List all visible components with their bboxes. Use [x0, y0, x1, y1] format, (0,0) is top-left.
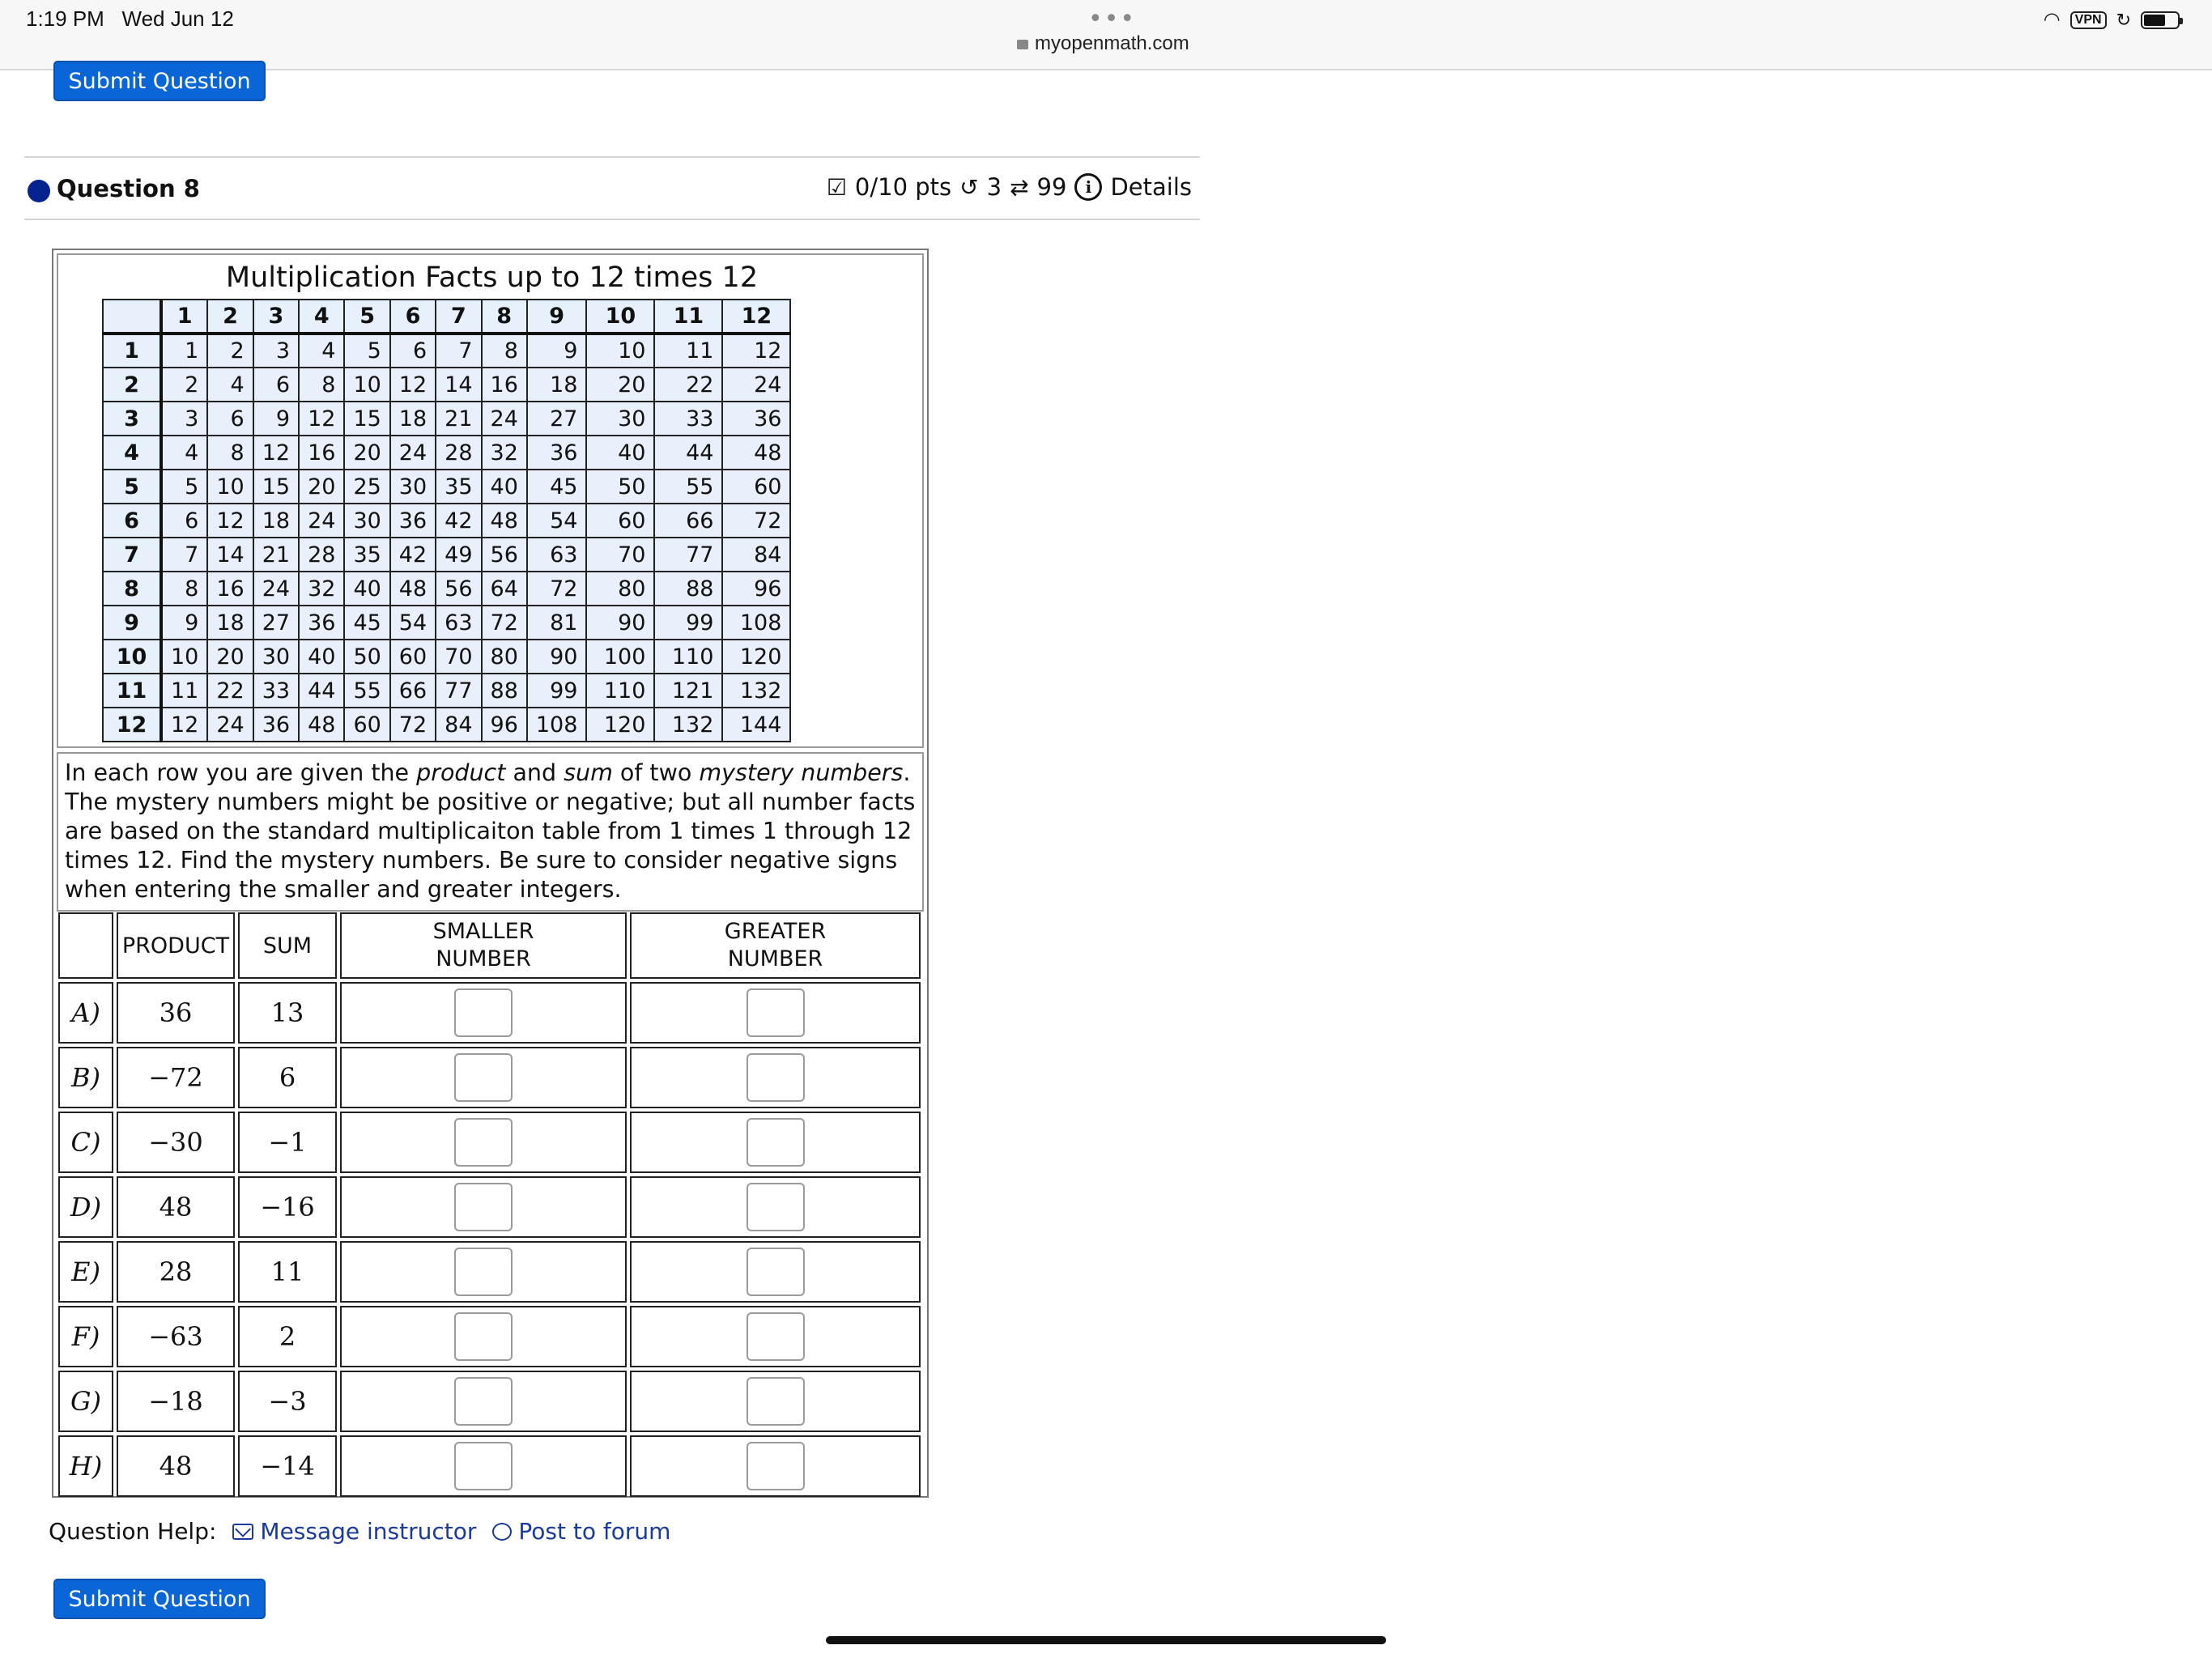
smaller-number-input[interactable] [454, 1183, 513, 1231]
mult-cell: 2 [207, 334, 253, 368]
mult-cell: 72 [482, 606, 527, 640]
mult-row [103, 572, 790, 606]
greater-number-input[interactable] [747, 1248, 805, 1296]
mult-header-row [103, 300, 790, 334]
smaller-number-input[interactable] [454, 1053, 513, 1102]
answer-row [58, 1112, 921, 1173]
divider [24, 219, 1200, 220]
mult-cell: 44 [299, 674, 344, 708]
mult-cell: 55 [654, 470, 722, 504]
mult-cell: 5 [344, 334, 389, 368]
chat-icon [492, 1523, 512, 1541]
submit-question-button-top[interactable]: Submit Question [53, 61, 266, 101]
greater-number-input-cell [630, 982, 921, 1044]
mult-row-header: 9 [103, 606, 161, 640]
mult-row [103, 402, 790, 436]
row-label: G) [58, 1371, 113, 1432]
question-title: Question 8 [57, 175, 200, 202]
row-label: E) [58, 1241, 113, 1303]
mult-row-header: 12 [103, 708, 161, 742]
smaller-number-input[interactable] [454, 1377, 513, 1426]
answer-row [58, 1371, 921, 1432]
mult-col-header: 11 [654, 300, 722, 334]
mult-cell: 7 [161, 538, 207, 572]
mult-col-header: 4 [299, 300, 344, 334]
mult-cell: 6 [390, 334, 436, 368]
mult-cell: 20 [344, 436, 389, 470]
mult-cell: 12 [390, 368, 436, 402]
smaller-number-input-cell [340, 1306, 627, 1367]
mult-cell: 6 [207, 402, 253, 436]
greater-number-input-cell [630, 1176, 921, 1238]
mult-col-header: 9 [527, 300, 587, 334]
mult-cell: 63 [436, 606, 481, 640]
question-body [52, 249, 929, 1498]
mult-cell: 24 [299, 504, 344, 538]
greater-number-input-cell [630, 1241, 921, 1303]
multiplication-table-box [57, 253, 924, 748]
row-label: C) [58, 1112, 113, 1173]
divider [24, 156, 1200, 158]
smaller-number-input[interactable] [454, 1248, 513, 1296]
greater-number-input[interactable] [747, 1312, 805, 1361]
sum-value: 11 [238, 1241, 337, 1303]
mult-cell: 56 [436, 572, 481, 606]
row-label: D) [58, 1176, 113, 1238]
mult-row-header: 2 [103, 368, 161, 402]
answer-row [58, 1435, 921, 1497]
mult-cell: 3 [253, 334, 299, 368]
mult-cell: 66 [654, 504, 722, 538]
mult-cell: 20 [586, 368, 654, 402]
mult-cell: 8 [482, 334, 527, 368]
mult-cell: 40 [586, 436, 654, 470]
greater-number-input-cell [630, 1435, 921, 1497]
sum-value: −3 [238, 1371, 337, 1432]
mult-cell: 30 [586, 402, 654, 436]
mult-cell: 42 [390, 538, 436, 572]
mult-col-header: 2 [207, 300, 253, 334]
greater-number-input-cell [630, 1306, 921, 1367]
mult-col-header: 10 [586, 300, 654, 334]
smaller-number-input[interactable] [454, 1442, 513, 1490]
attempts: 3 [986, 173, 1002, 201]
sum-value: 2 [238, 1306, 337, 1367]
row-label: A) [58, 982, 113, 1044]
mult-row [103, 368, 790, 402]
mult-cell: 110 [586, 674, 654, 708]
mult-cell: 30 [344, 504, 389, 538]
mult-cell: 72 [527, 572, 587, 606]
more-dots-icon[interactable]: ••• [1088, 5, 1137, 33]
mult-cell: 22 [654, 368, 722, 402]
mult-cell: 12 [722, 334, 790, 368]
mult-cell: 60 [390, 640, 436, 674]
mult-row-header: 11 [103, 674, 161, 708]
row-label: B) [58, 1047, 113, 1108]
sum-header: SUM [238, 912, 337, 979]
answer-header-row [58, 912, 921, 979]
smaller-number-input-cell [340, 1241, 627, 1303]
mult-cell: 144 [722, 708, 790, 742]
status-icons [2044, 8, 2180, 32]
mult-cell: 36 [253, 708, 299, 742]
sum-value: 13 [238, 982, 337, 1044]
wifi-icon: ◠ [2043, 9, 2061, 31]
mult-cell: 120 [722, 640, 790, 674]
greater-number-input[interactable] [747, 1183, 805, 1231]
mult-cell: 108 [722, 606, 790, 640]
mult-cell: 77 [654, 538, 722, 572]
battery-icon [2141, 11, 2180, 29]
answer-row [58, 1047, 921, 1108]
mult-cell: 36 [527, 436, 587, 470]
greater-number-input-cell [630, 1112, 921, 1173]
mult-cell: 8 [207, 436, 253, 470]
retry-icon: ⇄ [1010, 173, 1029, 201]
row-label: H) [58, 1435, 113, 1497]
mult-cell: 48 [722, 436, 790, 470]
greater-number-input[interactable] [747, 1053, 805, 1102]
info-icon[interactable]: i [1074, 173, 1102, 201]
mult-row [103, 538, 790, 572]
product-value: −30 [117, 1112, 235, 1173]
mult-cell: 70 [586, 538, 654, 572]
product-value: 48 [117, 1176, 235, 1238]
mult-cell: 96 [722, 572, 790, 606]
product-value: 48 [117, 1435, 235, 1497]
sum-value: −16 [238, 1176, 337, 1238]
mult-cell: 12 [161, 708, 207, 742]
post-to-forum-link[interactable]: Post to forum [492, 1518, 670, 1545]
mult-cell: 84 [722, 538, 790, 572]
question-header [24, 168, 1200, 214]
mult-row [103, 504, 790, 538]
greater-number-header: GREATER NUMBER [630, 912, 921, 979]
details-link[interactable]: Details [1110, 173, 1192, 201]
mult-cell: 121 [654, 674, 722, 708]
mult-cell: 10 [207, 470, 253, 504]
mult-cell: 88 [482, 674, 527, 708]
mult-cell: 24 [390, 436, 436, 470]
mult-cell: 12 [299, 402, 344, 436]
mult-cell: 11 [654, 334, 722, 368]
mult-cell: 80 [586, 572, 654, 606]
mult-row-header: 10 [103, 640, 161, 674]
status-bar [0, 0, 2212, 70]
mult-cell: 10 [161, 640, 207, 674]
mult-cell: 6 [253, 368, 299, 402]
mail-icon [232, 1524, 253, 1540]
question-help [49, 1518, 670, 1545]
mult-cell: 18 [527, 368, 587, 402]
mult-cell: 20 [207, 640, 253, 674]
mult-cell: 110 [654, 640, 722, 674]
mult-corner-cell [103, 300, 161, 334]
mult-cell: 18 [390, 402, 436, 436]
mult-cell: 80 [482, 640, 527, 674]
status-time: 1:19 PM Wed Jun 12 [26, 6, 234, 31]
multiplication-table [102, 299, 791, 742]
mult-cell: 10 [344, 368, 389, 402]
greater-number-input-cell [630, 1371, 921, 1432]
undo-attempts-icon: ↺ [959, 173, 979, 201]
multiplication-table-title: Multiplication Facts up to 12 times 12 [225, 261, 759, 294]
mult-cell: 96 [482, 708, 527, 742]
greater-number-input[interactable] [747, 1377, 805, 1426]
mult-cell: 6 [161, 504, 207, 538]
mult-cell: 33 [654, 402, 722, 436]
mult-cell: 14 [207, 538, 253, 572]
mult-cell: 77 [436, 674, 481, 708]
mult-cell: 16 [482, 368, 527, 402]
smaller-number-input[interactable] [454, 1118, 513, 1167]
answer-row [58, 982, 921, 1044]
mult-cell: 36 [722, 402, 790, 436]
question-status-dot [28, 180, 50, 202]
mult-cell: 4 [207, 368, 253, 402]
mult-row [103, 640, 790, 674]
mult-cell: 30 [253, 640, 299, 674]
mult-col-header: 1 [161, 300, 207, 334]
mult-cell: 14 [436, 368, 481, 402]
mult-cell: 22 [207, 674, 253, 708]
mult-cell: 99 [654, 606, 722, 640]
mult-row [103, 334, 790, 368]
answer-row [58, 1306, 921, 1367]
mult-row-header: 5 [103, 470, 161, 504]
mult-row [103, 436, 790, 470]
mult-cell: 4 [299, 334, 344, 368]
mult-cell: 60 [722, 470, 790, 504]
mult-cell: 20 [299, 470, 344, 504]
home-indicator [826, 1636, 1386, 1644]
greater-number-input[interactable] [747, 988, 805, 1037]
mult-cell: 99 [527, 674, 587, 708]
mult-cell: 48 [299, 708, 344, 742]
mult-col-header: 7 [436, 300, 481, 334]
mult-row [103, 708, 790, 742]
checkbox-score-icon: ☑ [826, 173, 847, 201]
product-value: 36 [117, 982, 235, 1044]
smaller-number-input-cell [340, 1435, 627, 1497]
mult-cell: 25 [344, 470, 389, 504]
greater-number-input-cell [630, 1047, 921, 1108]
mult-cell: 28 [299, 538, 344, 572]
mult-cell: 50 [344, 640, 389, 674]
mult-col-header: 12 [722, 300, 790, 334]
mult-cell: 1 [161, 334, 207, 368]
mult-cell: 63 [527, 538, 587, 572]
smaller-number-input[interactable] [454, 1312, 513, 1361]
message-instructor-link[interactable]: Message instructor [232, 1518, 476, 1545]
mult-cell: 18 [207, 606, 253, 640]
mult-cell: 45 [527, 470, 587, 504]
mult-cell: 35 [344, 538, 389, 572]
mult-cell: 45 [344, 606, 389, 640]
mult-cell: 81 [527, 606, 587, 640]
smaller-number-input-cell [340, 1047, 627, 1108]
mult-cell: 60 [344, 708, 389, 742]
mult-cell: 108 [527, 708, 587, 742]
mult-cell: 27 [253, 606, 299, 640]
mult-cell: 28 [436, 436, 481, 470]
mult-cell: 60 [586, 504, 654, 538]
mult-cell: 50 [586, 470, 654, 504]
mult-cell: 2 [161, 368, 207, 402]
mult-cell: 56 [482, 538, 527, 572]
mult-cell: 42 [436, 504, 481, 538]
mult-cell: 40 [299, 640, 344, 674]
mult-cell: 24 [482, 402, 527, 436]
mult-cell: 12 [253, 436, 299, 470]
mult-cell: 15 [344, 402, 389, 436]
mult-row-header: 7 [103, 538, 161, 572]
mult-cell: 27 [527, 402, 587, 436]
mult-cell: 72 [722, 504, 790, 538]
mult-cell: 70 [436, 640, 481, 674]
question-meta [827, 173, 1192, 201]
mult-cell: 21 [253, 538, 299, 572]
mult-col-header: 6 [390, 300, 436, 334]
mult-cell: 132 [722, 674, 790, 708]
mult-row [103, 674, 790, 708]
answer-table [55, 909, 924, 1500]
vpn-badge: VPN [2070, 11, 2107, 29]
lock-icon [1017, 40, 1028, 49]
product-header: PRODUCT [117, 912, 235, 979]
mult-cell: 18 [253, 504, 299, 538]
mult-cell: 30 [390, 470, 436, 504]
mult-cell: 24 [253, 572, 299, 606]
greater-number-input[interactable] [747, 1442, 805, 1490]
mult-cell: 9 [527, 334, 587, 368]
mult-cell: 21 [436, 402, 481, 436]
greater-number-input[interactable] [747, 1118, 805, 1167]
mult-cell: 35 [436, 470, 481, 504]
mult-cell: 90 [586, 606, 654, 640]
mult-cell: 33 [253, 674, 299, 708]
smaller-number-input-cell [340, 982, 627, 1044]
address-bar[interactable]: myopenmath.com [1017, 32, 1189, 55]
mult-cell: 9 [253, 402, 299, 436]
product-value: −18 [117, 1371, 235, 1432]
sum-value: −14 [238, 1435, 337, 1497]
mult-row-header: 6 [103, 504, 161, 538]
mult-cell: 40 [482, 470, 527, 504]
smaller-number-input-cell [340, 1112, 627, 1173]
mult-cell: 8 [161, 572, 207, 606]
mult-cell: 10 [586, 334, 654, 368]
answer-row [58, 1176, 921, 1238]
mult-row-header: 8 [103, 572, 161, 606]
smaller-number-input-cell [340, 1176, 627, 1238]
mult-cell: 36 [390, 504, 436, 538]
retries: 99 [1036, 173, 1067, 201]
mult-cell: 54 [390, 606, 436, 640]
mult-cell: 24 [207, 708, 253, 742]
mult-cell: 16 [207, 572, 253, 606]
mult-cell: 32 [299, 572, 344, 606]
mult-cell: 7 [436, 334, 481, 368]
mult-cell: 88 [654, 572, 722, 606]
mult-cell: 36 [299, 606, 344, 640]
rotation-lock-icon: ↻ [2116, 9, 2131, 30]
sum-value: −1 [238, 1112, 337, 1173]
mult-cell: 9 [161, 606, 207, 640]
mult-cell: 64 [482, 572, 527, 606]
mult-cell: 48 [482, 504, 527, 538]
smaller-number-input-cell [340, 1371, 627, 1432]
mult-cell: 54 [527, 504, 587, 538]
mult-cell: 32 [482, 436, 527, 470]
smaller-number-header: SMALLER NUMBER [340, 912, 627, 979]
mult-col-header: 5 [344, 300, 389, 334]
mult-cell: 3 [161, 402, 207, 436]
mult-cell: 55 [344, 674, 389, 708]
points: 0/10 pts [854, 173, 952, 201]
product-value: −72 [117, 1047, 235, 1108]
mult-cell: 12 [207, 504, 253, 538]
row-label: F) [58, 1306, 113, 1367]
mult-cell: 66 [390, 674, 436, 708]
product-value: −63 [117, 1306, 235, 1367]
blank-header-cell [58, 912, 113, 979]
mult-cell: 8 [299, 368, 344, 402]
mult-cell: 15 [253, 470, 299, 504]
mult-cell: 84 [436, 708, 481, 742]
question-help-label: Question Help: [49, 1518, 217, 1545]
smaller-number-input[interactable] [454, 988, 513, 1037]
mult-row-header: 4 [103, 436, 161, 470]
mult-row [103, 470, 790, 504]
mult-cell: 90 [527, 640, 587, 674]
mult-cell: 40 [344, 572, 389, 606]
mult-col-header: 8 [482, 300, 527, 334]
mult-cell: 49 [436, 538, 481, 572]
mult-cell: 11 [161, 674, 207, 708]
mult-row [103, 606, 790, 640]
mult-cell: 48 [390, 572, 436, 606]
sum-value: 6 [238, 1047, 337, 1108]
mult-cell: 5 [161, 470, 207, 504]
mult-cell: 120 [586, 708, 654, 742]
answer-row [58, 1241, 921, 1303]
mult-cell: 16 [299, 436, 344, 470]
product-value: 28 [117, 1241, 235, 1303]
mult-col-header: 3 [253, 300, 299, 334]
mult-cell: 132 [654, 708, 722, 742]
mult-cell: 24 [722, 368, 790, 402]
mult-cell: 72 [390, 708, 436, 742]
mult-cell: 100 [586, 640, 654, 674]
mult-cell: 44 [654, 436, 722, 470]
instructions: In each row you are given the product and sum of two mystery numbers. The mystery numbers might be positive or negative; but all number facts are based on the standard multiplicaiton table from 1 times 1 through 12 times 12. Find the mystery numbers. Be sure to consider negative signs when entering the smaller and greater integers. [57, 752, 924, 912]
submit-question-button[interactable]: Submit Question [53, 1579, 266, 1619]
mult-cell: 4 [161, 436, 207, 470]
mult-row-header: 1 [103, 334, 161, 368]
mult-row-header: 3 [103, 402, 161, 436]
